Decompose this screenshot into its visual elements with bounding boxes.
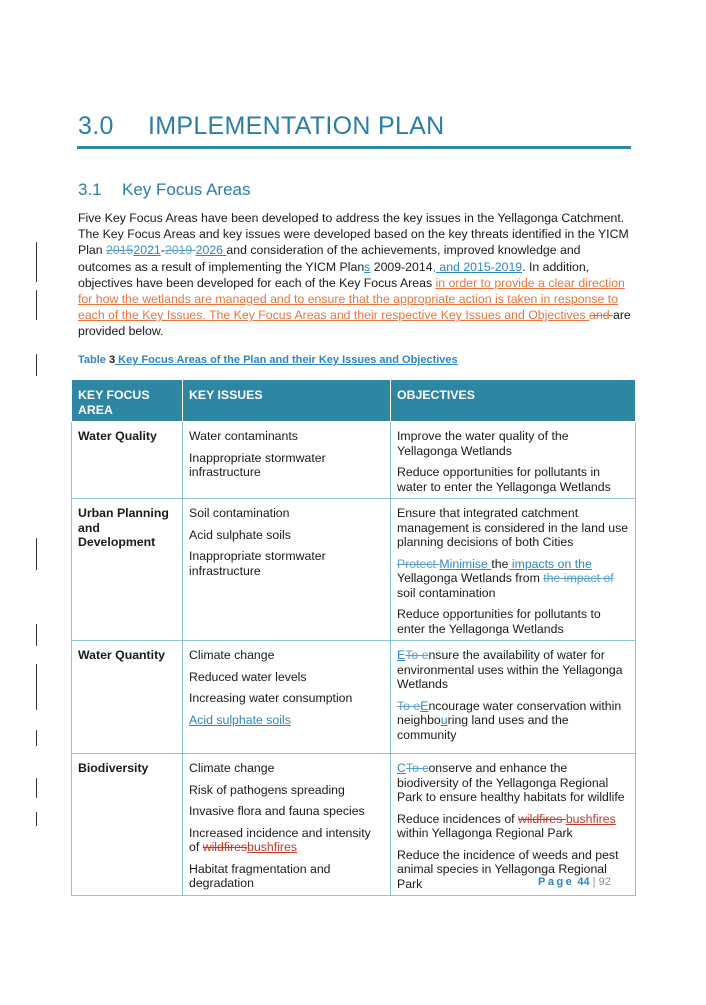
objective-text: Yellagonga Wetlands from: [397, 571, 544, 585]
objective-item: Improve the water quality of the Yellagonga Wetlands: [397, 429, 569, 458]
header-key-focus-area: KEY FOCUS AREA: [72, 380, 183, 422]
objectives-cell: [391, 641, 636, 754]
objective-item: Reduce opportunities for pollutants in water to enter the Yellagonga Wetlands: [397, 465, 611, 494]
table-caption: [78, 354, 458, 366]
objective-text: within Yellagonga Regional Park: [397, 826, 573, 840]
section-heading: [78, 112, 444, 141]
paragraph-text: Five Key Focus Areas have been developed to address the key issues in the Yellagonga Catchment. The Key Focus Areas and key issues were developed based on the key threats identified in the YICM Plan: [78, 211, 629, 258]
issue-item: [189, 826, 384, 855]
subsection-title: Key Focus Areas: [122, 180, 251, 199]
header-objectives: OBJECTIVES: [391, 380, 636, 422]
inserted-text: E: [420, 698, 429, 713]
page-label: Page: [538, 876, 575, 888]
focus-area-cell: Water Quality: [72, 422, 183, 499]
deleted-text: 2015: [106, 243, 134, 258]
deleted-text: To e: [405, 648, 429, 662]
table-row: [72, 754, 636, 896]
inserted-text: Minimise: [439, 556, 492, 571]
table-row: [72, 422, 636, 499]
focus-area-cell: Biodiversity: [72, 754, 183, 896]
paragraph-text: . In addition, objectives have been developed for each of the Key Focus Areas: [78, 259, 590, 290]
objective-text: the: [491, 556, 509, 571]
inserted-text: impacts on the: [508, 556, 592, 571]
issue-item: Risk of pathogens spreading: [189, 782, 345, 797]
issue-item: Acid sulphate soils: [189, 527, 291, 542]
objective-text: Reduce incidences of: [397, 811, 518, 826]
inserted-text: , and 2015-2019: [432, 259, 523, 274]
subsection-heading: [78, 180, 251, 200]
objective-item: [397, 812, 629, 841]
focus-areas-table: [71, 379, 636, 896]
issues-cell: [183, 422, 391, 499]
paragraph-text: -: [160, 243, 165, 258]
inserted-text: s: [364, 259, 371, 274]
caption-text: Key Focus Areas of the Plan and their Key Issues and Objectives: [115, 354, 458, 366]
change-bar: [36, 354, 37, 376]
inserted-text: E: [397, 648, 406, 662]
objective-text: soil contamination: [397, 585, 496, 600]
change-bar: [36, 664, 37, 710]
issue-item: Reduced water levels: [189, 669, 307, 684]
objective-text: ring land uses and the community: [397, 713, 569, 742]
objective-text: onserve and enhance the biodiversity of the Yellagonga Regional Park to ensure healthy habitats for wildlife: [397, 761, 625, 804]
objective-item: Reduce opportunities for pollutants to enter the Yellagonga Wetlands: [397, 607, 601, 636]
paragraph-text: and consideration of the achievements, improved knowledge and outcomes as a result of implementing the YICM Plan: [78, 243, 581, 274]
issues-cell: [183, 499, 391, 641]
heading-rule: [77, 146, 631, 149]
change-bar: [36, 778, 37, 798]
change-bar: [36, 730, 37, 746]
issue-item: Increasing water consumption: [189, 691, 353, 705]
deleted-text: the impact of: [543, 571, 614, 585]
page-number: 44: [577, 876, 590, 888]
change-bar: [36, 242, 37, 282]
issue-item: Invasive flora and fauna species: [189, 804, 365, 818]
caption-prefix: Table: [78, 354, 109, 366]
deleted-text: To e: [397, 698, 421, 713]
objective-item: Ensure that integrated catchment management is considered in the land use planning decisions of both Cities: [397, 506, 629, 549]
objective-text: ncourage water conservation within neighbo: [397, 698, 622, 727]
caption-number: 3: [108, 354, 116, 366]
header-key-issues: KEY ISSUES: [183, 380, 391, 422]
objectives-cell: [391, 754, 636, 896]
intro-paragraph: [78, 210, 634, 340]
inserted-text: in order to provide a clear direction for how the wetlands are managed and to ensure that the appropriate action is taken in response to each of the Key Issues. The Key Focus Areas and their respective Key Issues and Objectives: [78, 275, 625, 323]
page-separator: |: [589, 876, 599, 888]
paragraph-text: 2009-2014: [370, 259, 433, 274]
change-bar: [36, 812, 37, 826]
table-row: [72, 499, 636, 641]
focus-area-cell: Water Quantity: [72, 641, 183, 754]
inserted-text: C: [397, 761, 406, 775]
deleted-text: wildfires: [518, 811, 566, 826]
focus-area-cell: Urban Planning and Development: [72, 499, 183, 641]
section-number: 3.0: [78, 112, 114, 140]
issue-item: Inappropriate stormwater infrastructure: [189, 549, 326, 578]
objective-item: [397, 557, 629, 601]
inserted-text: u: [440, 713, 448, 727]
issue-item: Climate change: [189, 761, 275, 775]
change-bar: [36, 538, 37, 570]
subsection-number: 3.1: [78, 180, 102, 199]
objectives-cell: [391, 422, 636, 499]
objective-item: [397, 699, 629, 743]
inserted-text: 2021: [133, 243, 161, 258]
table-header-row: [72, 380, 636, 422]
issue-item: Inappropriate stormwater infrastructure: [189, 450, 326, 479]
deleted-text: and: [589, 308, 613, 323]
issue-item: Climate change: [189, 648, 275, 662]
issue-item: Habitat fragmentation and degradation: [189, 861, 331, 890]
deleted-text: To c: [405, 761, 429, 775]
deleted-text: Protect: [397, 556, 440, 571]
objective-item: [397, 648, 629, 692]
deleted-text: wildfires: [202, 840, 248, 854]
issue-text: Increased incidence and intensity of: [189, 825, 371, 854]
issue-item-inserted: Acid sulphate soils: [189, 712, 291, 727]
page-total: 92: [598, 876, 611, 888]
inserted-text: 2026: [195, 243, 227, 258]
objective-item: Reduce the incidence of weeds and pest animal species in Yellagonga Regional Park: [397, 847, 619, 891]
inserted-text: bushfires: [565, 811, 616, 826]
page-footer: [538, 876, 611, 888]
issues-cell: [183, 754, 391, 896]
issues-cell: [183, 641, 391, 754]
issue-item: Soil contamination: [189, 506, 290, 520]
objectives-cell: [391, 499, 636, 641]
change-bar: [36, 624, 37, 646]
objective-text: nsure the availability of water for environmental uses within the Yellagonga Wetlands: [397, 648, 623, 691]
issue-item: Water contaminants: [189, 429, 298, 443]
change-bar: [36, 290, 37, 320]
inserted-text: bushfires: [247, 840, 298, 854]
table-row: [72, 641, 636, 754]
objective-item: [397, 761, 629, 805]
deleted-text: 2019: [164, 243, 196, 258]
section-title: IMPLEMENTATION PLAN: [148, 112, 445, 140]
paragraph-text: are provided below.: [78, 308, 631, 339]
